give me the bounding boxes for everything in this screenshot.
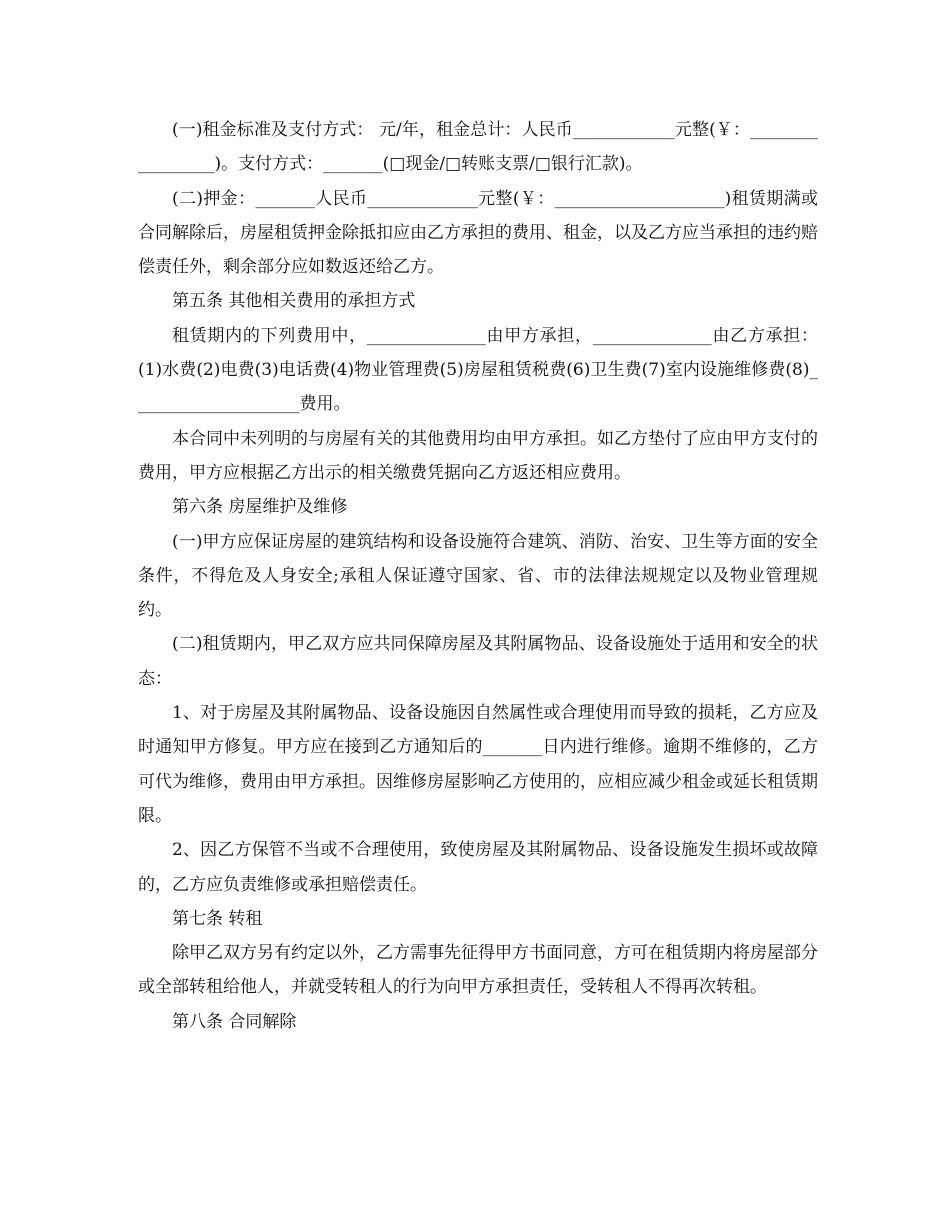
- paragraph-joint-maintenance: (二)租赁期内，甲乙双方应共同保障房屋及其附属物品、设备设施处于适用和安全的状态：: [138, 634, 818, 689]
- document-body: [138, 113, 818, 1039]
- paragraph-repair-item-1: 1、对于房屋及其附属物品、设备设施因自然属性或合理使用而导致的损耗，乙方应及时通知甲方修复。甲方应在接到乙方通知后的_______日内进行维修。逾期不维修的，乙方可代为维修，费用由甲方承担。因维修房屋影响乙方使用的，应相应减少租金或延长租赁期限。: [138, 703, 818, 826]
- heading-article-7: 第七条 转租: [172, 908, 263, 929]
- paragraph-repair-item-2: 2、因乙方保管不当或不合理使用，致使房屋及其附属物品、设备设施发生损坏或故障的，乙方应负责维修或承担赔偿责任。: [138, 840, 818, 895]
- paragraph-sublease: 除甲乙双方另有约定以外，乙方需事先征得甲方书面同意，方可在租赁期内将房屋部分或全部转租给他人，并就受转租人的行为向甲方承担责任，受转租人不得再次转租。: [138, 943, 818, 998]
- heading-article-6: 第六条 房屋维护及维修: [172, 497, 348, 518]
- paragraph-fee-allocation: 租赁期内的下列费用中，______________由甲方承担，______________由乙方承担：(1)水费(2)电费(3)电话费(4)物业管理费(5)房屋租赁税费(6)卫生费(7)室内设施维修费(8)____________________费用。: [138, 325, 818, 415]
- paragraph-unlisted-fees: 本合同中未列明的与房屋有关的其他费用均由甲方承担。如乙方垫付了应由甲方支付的费用，甲方应根据乙方出示的相关缴费凭据向乙方返还相应费用。: [138, 428, 818, 483]
- heading-article-8: 第八条 合同解除: [172, 1011, 297, 1032]
- paragraph-deposit: (二)押金：_______人民币_____________元整(￥：____________________)租赁期满或合同解除后，房屋租赁押金除抵扣应由乙方承担的费用、租金，以及乙方应当承担的违约赔偿责任外，剩余部分应如数返还给乙方。: [138, 188, 818, 278]
- paragraph-safety-conditions: (一)甲方应保证房屋的建筑结构和设备设施符合建筑、消防、治安、卫生等方面的安全条件，不得危及人身安全;承租人保证遵守国家、省、市的法律法规规定以及物业管理规约。: [138, 531, 818, 621]
- heading-article-5: 第五条 其他相关费用的承担方式: [172, 291, 416, 312]
- paragraph-rent-standard: (一)租金标准及支付方式： 元/年，租金总计：人民币____________元整(￥：_________________)。支付方式：_______(□现金/□转账支票/□银行汇款)。: [138, 120, 818, 175]
